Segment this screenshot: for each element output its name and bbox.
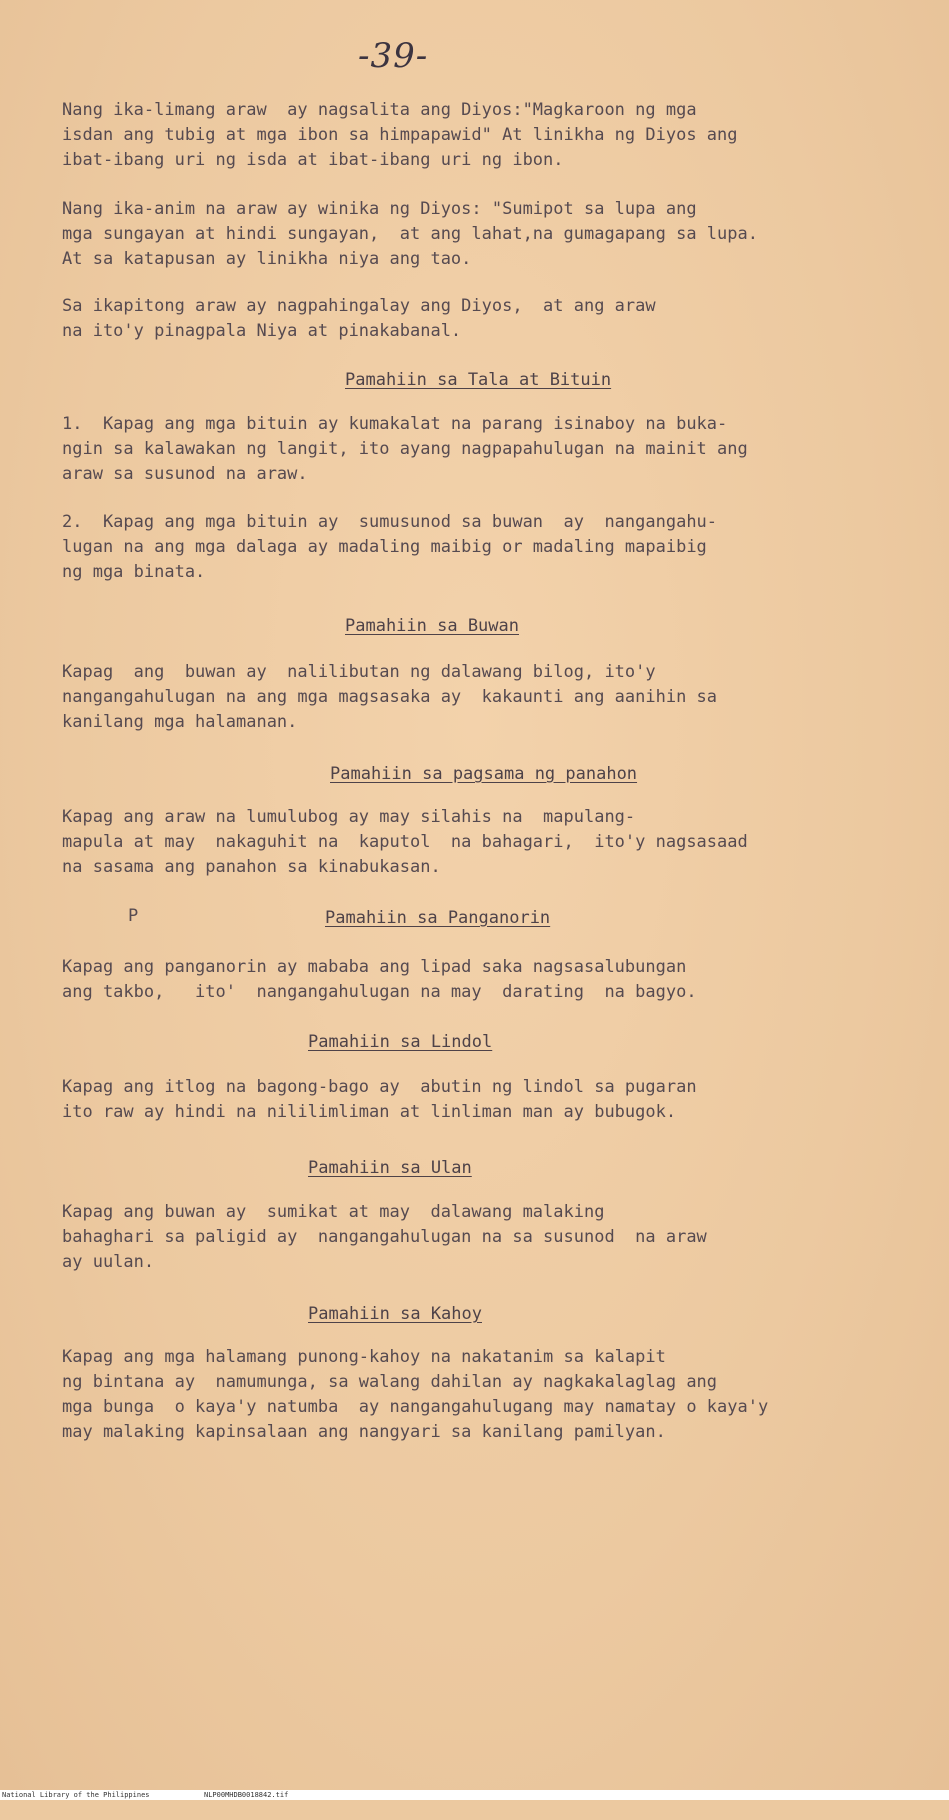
paragraph-earthquake: Kapag ang itlog na bagong-bago ay abutin ng lindol sa pugaran ito raw ay hindi na nililimliman at linliman man ay bubugok.	[62, 1077, 697, 1122]
paragraph-weather: Kapag ang araw na lumulubog ay may silahis na mapulang- mapula at may nakaguhit na kaputol na bahagari, ito'y nagsasaad na sasama ang panahon sa kinabukasan.	[62, 807, 748, 877]
paragraph-rain: Kapag ang buwan ay sumikat at may dalawang malaking bahaghari sa paligid ay nangangahulugan na sa susunod na araw ay uulan.	[62, 1202, 707, 1272]
paragraph-stars-1: 1. Kapag ang mga bituin ay kumakalat na parang isinaboy na buka- ngin sa kalawakan ng langit, ito ayang nagpapahulugan na mainit ang araw sa susunod na araw.	[62, 414, 748, 484]
paragraph-moon: Kapag ang buwan ay nalilibutan ng dalawang bilog, ito'y nangangahulugan na ang mga magsasaka ay kakaunti ang aanihin sa kanilang mga halamanan.	[62, 662, 718, 732]
paragraph-trees: Kapag ang mga halamang punong-kahoy na nakatanim sa kalapit ng bintana ay namumunga, sa walang dahilan ay nagkakalaglag ang mga bunga o kaya'y natumba ay nangangahulugang may namatay o kaya'y may malaking kapinsalaan ang nangyari sa kanilang pamilyan.	[62, 1347, 769, 1442]
paragraph-fifth-day: Nang ika-limang araw ay nagsalita ang Diyos:"Magkaroon ng mga isdan ang tubig at mga ibon sa himpapawid" At linikha ng Diyos ang ibat-ibang uri ng isda at ibat-ibang uri ng ibon.	[62, 100, 738, 170]
heading-moon: Pamahiin sa Buwan	[345, 616, 519, 636]
heading-rain: Pamahiin sa Ulan	[308, 1158, 472, 1178]
footer-library-name: National Library of the Philippines	[2, 1791, 150, 1799]
heading-stars: Pamahiin sa Tala at Bituin	[345, 370, 612, 390]
page-number: -39-	[358, 36, 429, 76]
heading-trees: Pamahiin sa Kahoy	[308, 1304, 482, 1324]
paragraph-clouds: Kapag ang panganorin ay mababa ang lipad saka nagsasalubungan ang takbo, ito' nangangahulugan na may darating na bagyo.	[62, 957, 697, 1002]
archive-footer	[0, 1790, 949, 1800]
paragraph-sixth-day: Nang ika-anim na araw ay winika ng Diyos: "Sumipot sa lupa ang mga sungayan at hindi sungayan, at ang lahat,na gumagapang sa lupa. At sa katapusan ay linikha niya ang tao.	[62, 199, 758, 269]
heading-clouds: Pamahiin sa Panganorin	[325, 908, 551, 928]
heading-earthquake: Pamahiin sa Lindol	[308, 1032, 493, 1052]
paragraph-seventh-day: Sa ikapitong araw ay nagpahingalay ang Diyos, at ang araw na ito'y pinagpala Niya at pinakabanal.	[62, 296, 656, 341]
stray-letter-mark: P	[128, 906, 139, 926]
footer-file-name: NLP00MHDB0018842.tif	[204, 1791, 289, 1799]
paragraph-stars-2: 2. Kapag ang mga bituin ay sumusunod sa buwan ay nangangahu- lugan na ang mga dalaga ay madaling maibig or madaling mapaibig ng mga binata.	[62, 512, 718, 582]
heading-weather: Pamahiin sa pagsama ng panahon	[330, 764, 638, 784]
